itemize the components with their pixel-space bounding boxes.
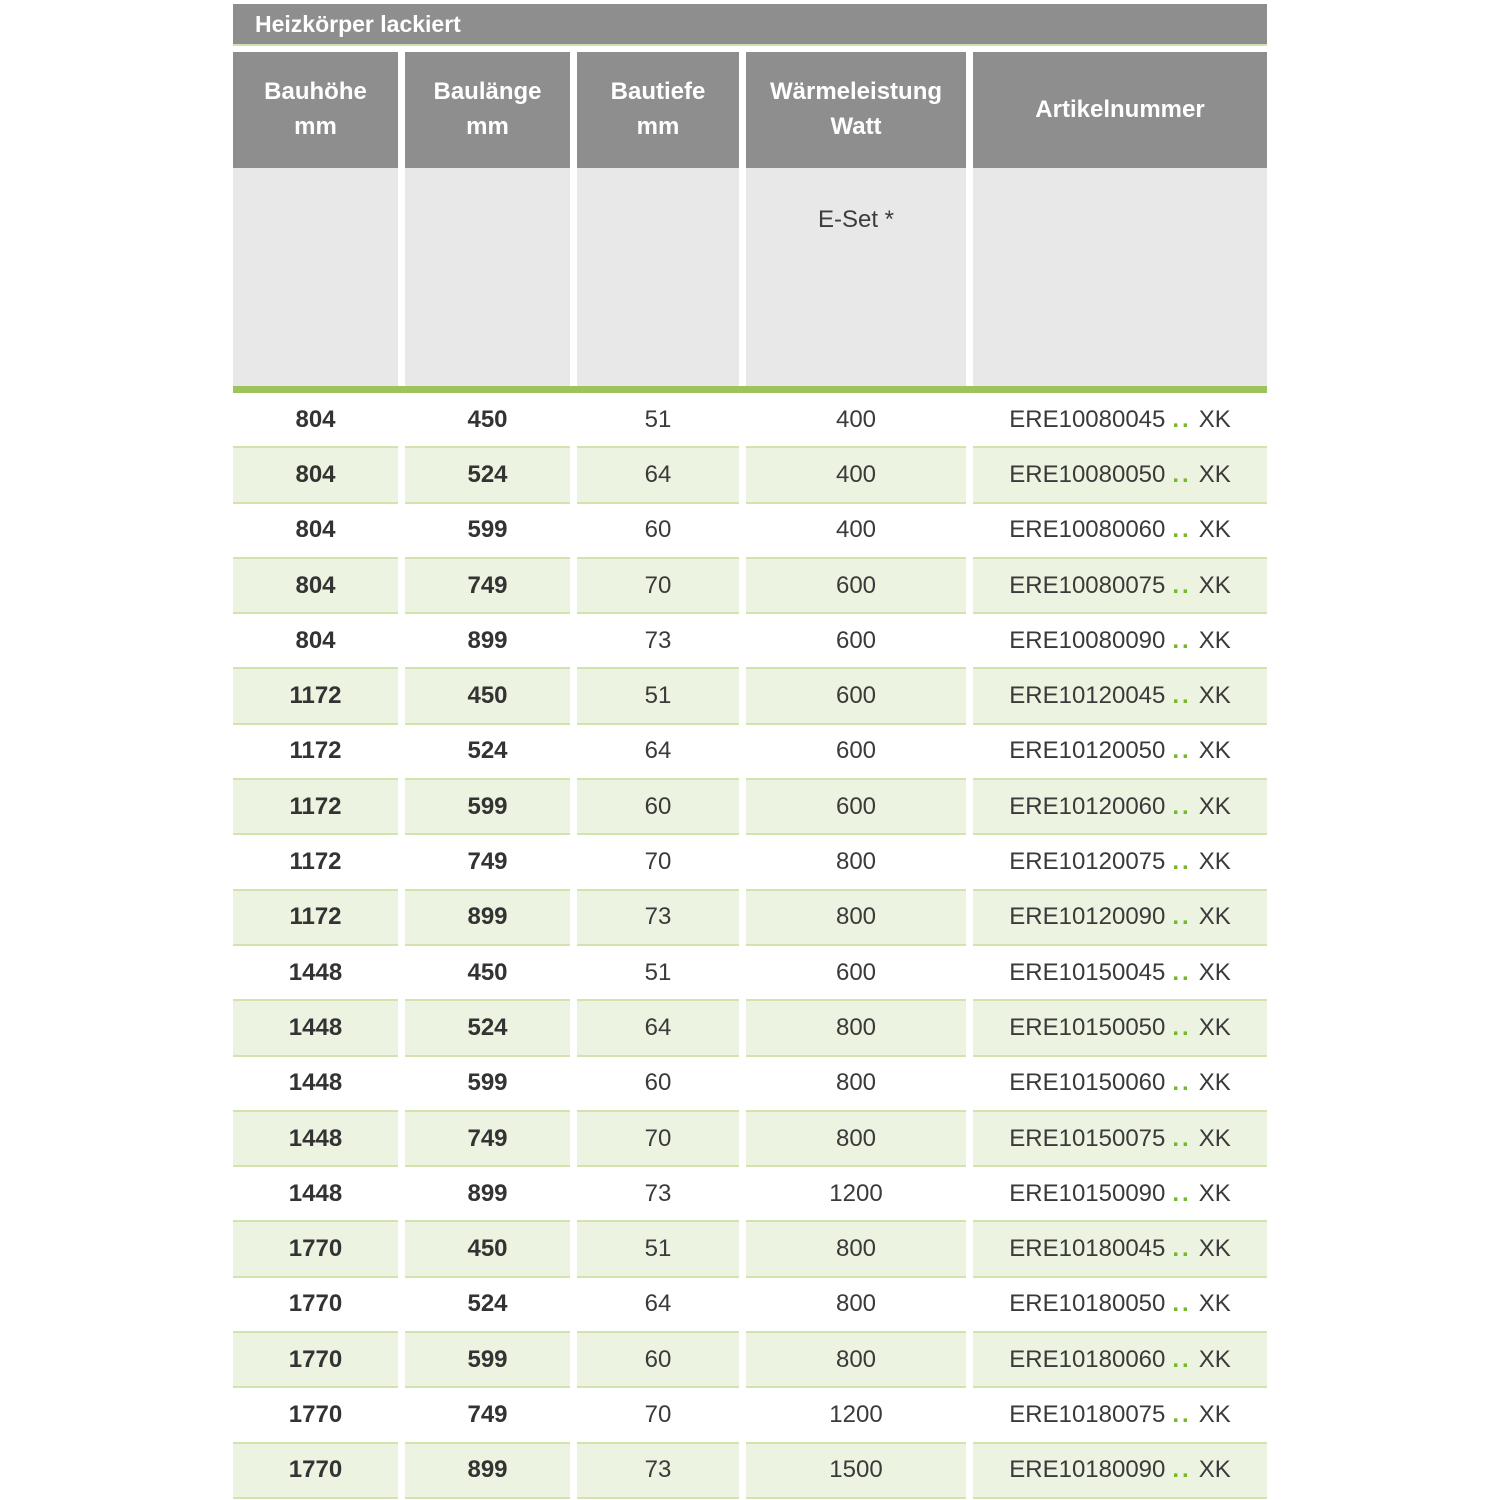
- cell-bautiefe: 70: [577, 835, 739, 890]
- artikelnummer-dots: ..: [1172, 1013, 1192, 1041]
- header-label: Baulänge: [433, 78, 542, 106]
- header-cell-artikelnummer: [973, 52, 1267, 168]
- cell-bautiefe: 70: [577, 1112, 739, 1167]
- table-row: [233, 614, 1267, 669]
- artikelnummer-dots: ..: [1172, 903, 1192, 931]
- table-row: [233, 448, 1267, 503]
- table-row: [233, 1388, 1267, 1443]
- header-cell-bautiefe: [577, 52, 739, 168]
- artikelnummer-dots: ..: [1172, 1290, 1192, 1318]
- header-label: Bautiefe: [610, 78, 706, 106]
- artikelnummer-suffix: XK: [1198, 792, 1231, 820]
- artikelnummer-suffix: XK: [1198, 1345, 1231, 1373]
- cell-bauhoehe: 1448: [233, 1057, 398, 1112]
- cell-baulaenge: 524: [405, 1278, 570, 1333]
- cell-artikelnummer: [973, 559, 1267, 614]
- artikelnummer-prefix: ERE10120060: [1009, 792, 1166, 820]
- cell-baulaenge: 899: [405, 1444, 570, 1499]
- cell-artikelnummer: [973, 891, 1267, 946]
- artikelnummer-dots: ..: [1172, 1400, 1192, 1428]
- cell-waermeleistung: 400: [746, 504, 966, 559]
- cell-bautiefe: 64: [577, 1001, 739, 1056]
- cell-bautiefe: 73: [577, 1444, 739, 1499]
- cell-bauhoehe: 1172: [233, 891, 398, 946]
- cell-baulaenge: 599: [405, 1333, 570, 1388]
- product-table: [233, 4, 1267, 1499]
- cell-baulaenge: 524: [405, 1001, 570, 1056]
- artikelnummer-dots: ..: [1172, 571, 1192, 599]
- cell-baulaenge: 524: [405, 725, 570, 780]
- artikelnummer-prefix: ERE10150090: [1009, 1179, 1166, 1207]
- cell-bauhoehe: 1448: [233, 1112, 398, 1167]
- cell-bauhoehe: 1770: [233, 1388, 398, 1443]
- cell-baulaenge: 450: [405, 669, 570, 724]
- cell-bautiefe: 51: [577, 946, 739, 1001]
- header-cell-baulaenge: [405, 52, 570, 168]
- cell-bauhoehe: 1172: [233, 835, 398, 890]
- artikelnummer-suffix: XK: [1198, 405, 1231, 433]
- header-unit: Watt: [830, 113, 882, 140]
- cell-waermeleistung: 800: [746, 891, 966, 946]
- artikelnummer-dots: ..: [1172, 1179, 1192, 1207]
- artikelnummer-suffix: XK: [1198, 1290, 1231, 1318]
- cell-bautiefe: 73: [577, 891, 739, 946]
- cell-waermeleistung: 400: [746, 448, 966, 503]
- cell-waermeleistung: 600: [746, 780, 966, 835]
- table-row: [233, 669, 1267, 724]
- cell-baulaenge: 599: [405, 1057, 570, 1112]
- cell-bauhoehe: 1770: [233, 1222, 398, 1277]
- cell-waermeleistung: 600: [746, 669, 966, 724]
- cell-artikelnummer: [973, 780, 1267, 835]
- cell-artikelnummer: [973, 1444, 1267, 1499]
- cell-artikelnummer: [973, 835, 1267, 890]
- cell-waermeleistung: 800: [746, 1057, 966, 1112]
- artikelnummer-prefix: ERE10120050: [1009, 737, 1166, 765]
- cell-artikelnummer: [973, 1167, 1267, 1222]
- artikelnummer-suffix: XK: [1198, 1235, 1231, 1263]
- header-body-divider: [233, 386, 1267, 393]
- cell-bautiefe: 73: [577, 1167, 739, 1222]
- header-unit: mm: [636, 113, 680, 140]
- cell-bautiefe: 51: [577, 393, 739, 448]
- cell-bauhoehe: 804: [233, 614, 398, 669]
- artikelnummer-prefix: ERE10120090: [1009, 903, 1166, 931]
- artikelnummer-prefix: ERE10080050: [1009, 460, 1166, 488]
- cell-bautiefe: 73: [577, 614, 739, 669]
- cell-baulaenge: 749: [405, 559, 570, 614]
- subheader-cell: [405, 168, 570, 386]
- cell-bauhoehe: 1770: [233, 1333, 398, 1388]
- table-row: [233, 1444, 1267, 1499]
- eset-label: E-Set *: [817, 206, 895, 233]
- artikelnummer-suffix: XK: [1198, 1013, 1231, 1041]
- artikelnummer-prefix: ERE10150060: [1009, 1069, 1166, 1097]
- cell-baulaenge: 524: [405, 448, 570, 503]
- cell-bauhoehe: 1448: [233, 1167, 398, 1222]
- table-row: [233, 504, 1267, 559]
- cell-bauhoehe: 804: [233, 448, 398, 503]
- artikelnummer-prefix: ERE10180090: [1009, 1456, 1166, 1484]
- cell-bauhoehe: 1448: [233, 1001, 398, 1056]
- table-row: [233, 1222, 1267, 1277]
- table-row: [233, 1112, 1267, 1167]
- table-body: [233, 393, 1267, 1499]
- cell-bautiefe: 70: [577, 559, 739, 614]
- artikelnummer-prefix: ERE10080075: [1009, 571, 1166, 599]
- cell-bauhoehe: 1172: [233, 725, 398, 780]
- header-cell-waermeleistung: [746, 52, 966, 168]
- artikelnummer-suffix: XK: [1198, 848, 1231, 876]
- table-row: [233, 1001, 1267, 1056]
- artikelnummer-suffix: XK: [1198, 737, 1231, 765]
- artikelnummer-suffix: XK: [1198, 958, 1231, 986]
- cell-artikelnummer: [973, 1222, 1267, 1277]
- table-row: [233, 835, 1267, 890]
- artikelnummer-prefix: ERE10080045: [1009, 405, 1166, 433]
- cell-bautiefe: 70: [577, 1388, 739, 1443]
- table-row: [233, 1167, 1267, 1222]
- table-title-bar: [233, 4, 1267, 44]
- cell-waermeleistung: 1500: [746, 1444, 966, 1499]
- artikelnummer-dots: ..: [1172, 1456, 1192, 1484]
- cell-baulaenge: 749: [405, 1388, 570, 1443]
- artikelnummer-dots: ..: [1172, 626, 1192, 654]
- artikelnummer-prefix: ERE10150075: [1009, 1124, 1166, 1152]
- cell-artikelnummer: [973, 1001, 1267, 1056]
- artikelnummer-prefix: ERE10120075: [1009, 848, 1166, 876]
- table-row: [233, 725, 1267, 780]
- cell-waermeleistung: 800: [746, 1278, 966, 1333]
- table-title: Heizkörper lackiert: [255, 11, 461, 37]
- table-header-row: [233, 52, 1267, 168]
- cell-artikelnummer: [973, 614, 1267, 669]
- cell-baulaenge: 899: [405, 1167, 570, 1222]
- artikelnummer-dots: ..: [1172, 958, 1192, 986]
- cell-waermeleistung: 1200: [746, 1167, 966, 1222]
- cell-baulaenge: 599: [405, 780, 570, 835]
- artikelnummer-prefix: ERE10180075: [1009, 1400, 1166, 1428]
- cell-bautiefe: 64: [577, 725, 739, 780]
- header-label: Artikelnummer: [1035, 95, 1205, 123]
- artikelnummer-dots: ..: [1172, 405, 1192, 433]
- artikelnummer-suffix: XK: [1198, 1124, 1231, 1152]
- cell-baulaenge: 899: [405, 891, 570, 946]
- cell-bautiefe: 60: [577, 504, 739, 559]
- artikelnummer-dots: ..: [1172, 682, 1192, 710]
- cell-bautiefe: 60: [577, 1057, 739, 1112]
- artikelnummer-dots: ..: [1172, 460, 1192, 488]
- cell-waermeleistung: 800: [746, 1112, 966, 1167]
- cell-artikelnummer: [973, 1278, 1267, 1333]
- artikelnummer-suffix: XK: [1198, 1400, 1231, 1428]
- cell-bauhoehe: 1172: [233, 780, 398, 835]
- cell-artikelnummer: [973, 946, 1267, 1001]
- table-row: [233, 780, 1267, 835]
- cell-waermeleistung: 400: [746, 393, 966, 448]
- cell-baulaenge: 450: [405, 946, 570, 1001]
- subheader-cell: [233, 168, 398, 386]
- cell-artikelnummer: [973, 725, 1267, 780]
- artikelnummer-dots: ..: [1172, 1235, 1192, 1263]
- artikelnummer-suffix: XK: [1198, 626, 1231, 654]
- artikelnummer-prefix: ERE10180060: [1009, 1345, 1166, 1373]
- artikelnummer-dots: ..: [1172, 1069, 1192, 1097]
- artikelnummer-suffix: XK: [1198, 1069, 1231, 1097]
- cell-bauhoehe: 1770: [233, 1444, 398, 1499]
- cell-bauhoehe: 1172: [233, 669, 398, 724]
- artikelnummer-prefix: ERE10120045: [1009, 682, 1166, 710]
- artikelnummer-dots: ..: [1172, 737, 1192, 765]
- subheader-cell: [973, 168, 1267, 386]
- table-row: [233, 1278, 1267, 1333]
- artikelnummer-suffix: XK: [1198, 571, 1231, 599]
- cell-waermeleistung: 600: [746, 559, 966, 614]
- header-unit: mm: [294, 113, 337, 140]
- cell-bautiefe: 60: [577, 1333, 739, 1388]
- cell-artikelnummer: [973, 1388, 1267, 1443]
- cell-baulaenge: 450: [405, 1222, 570, 1277]
- table-row: [233, 393, 1267, 448]
- cell-waermeleistung: 800: [746, 1222, 966, 1277]
- artikelnummer-suffix: XK: [1198, 682, 1231, 710]
- artikelnummer-dots: ..: [1172, 1345, 1192, 1373]
- artikelnummer-dots: ..: [1172, 848, 1192, 876]
- cell-bautiefe: 64: [577, 448, 739, 503]
- cell-waermeleistung: 800: [746, 835, 966, 890]
- cell-artikelnummer: [973, 1112, 1267, 1167]
- header-label: Wärmeleistung: [769, 78, 943, 106]
- table-row: [233, 1057, 1267, 1112]
- cell-artikelnummer: [973, 1057, 1267, 1112]
- subheader-cell: [577, 168, 739, 386]
- header-cell-bauhoehe: [233, 52, 398, 168]
- cell-waermeleistung: 800: [746, 1001, 966, 1056]
- artikelnummer-dots: ..: [1172, 792, 1192, 820]
- cell-bauhoehe: 1448: [233, 946, 398, 1001]
- cell-bautiefe: 51: [577, 669, 739, 724]
- artikelnummer-prefix: ERE10150045: [1009, 958, 1166, 986]
- table-subheader-row: [233, 168, 1267, 386]
- artikelnummer-prefix: ERE10180045: [1009, 1235, 1166, 1263]
- cell-artikelnummer: [973, 448, 1267, 503]
- table-row: [233, 1333, 1267, 1388]
- cell-bauhoehe: 804: [233, 559, 398, 614]
- cell-artikelnummer: [973, 393, 1267, 448]
- artikelnummer-prefix: ERE10080060: [1009, 516, 1166, 544]
- cell-bauhoehe: 1770: [233, 1278, 398, 1333]
- cell-baulaenge: 599: [405, 504, 570, 559]
- cell-waermeleistung: 600: [746, 725, 966, 780]
- cell-bauhoehe: 804: [233, 393, 398, 448]
- cell-waermeleistung: 600: [746, 946, 966, 1001]
- cell-baulaenge: 749: [405, 835, 570, 890]
- cell-bautiefe: 51: [577, 1222, 739, 1277]
- table-row: [233, 891, 1267, 946]
- cell-baulaenge: 450: [405, 393, 570, 448]
- cell-bauhoehe: 804: [233, 504, 398, 559]
- cell-waermeleistung: 800: [746, 1333, 966, 1388]
- cell-artikelnummer: [973, 669, 1267, 724]
- artikelnummer-suffix: XK: [1198, 903, 1231, 931]
- artikelnummer-prefix: ERE10150050: [1009, 1013, 1166, 1041]
- cell-bautiefe: 60: [577, 780, 739, 835]
- artikelnummer-dots: ..: [1172, 1124, 1192, 1152]
- cell-bautiefe: 64: [577, 1278, 739, 1333]
- cell-waermeleistung: 600: [746, 614, 966, 669]
- artikelnummer-prefix: ERE10080090: [1009, 626, 1166, 654]
- cell-waermeleistung: 1200: [746, 1388, 966, 1443]
- cell-artikelnummer: [973, 504, 1267, 559]
- artikelnummer-dots: ..: [1172, 516, 1192, 544]
- cell-artikelnummer: [973, 1333, 1267, 1388]
- artikelnummer-suffix: XK: [1198, 1179, 1231, 1207]
- table-row: [233, 559, 1267, 614]
- cell-baulaenge: 749: [405, 1112, 570, 1167]
- header-label: Bauhöhe: [264, 78, 367, 106]
- artikelnummer-suffix: XK: [1198, 460, 1231, 488]
- artikelnummer-suffix: XK: [1198, 1456, 1231, 1484]
- table-row: [233, 946, 1267, 1001]
- artikelnummer-suffix: XK: [1198, 516, 1231, 544]
- subheader-cell-eset: [746, 168, 966, 386]
- header-unit: mm: [466, 113, 509, 140]
- cell-baulaenge: 899: [405, 614, 570, 669]
- artikelnummer-prefix: ERE10180050: [1009, 1290, 1166, 1318]
